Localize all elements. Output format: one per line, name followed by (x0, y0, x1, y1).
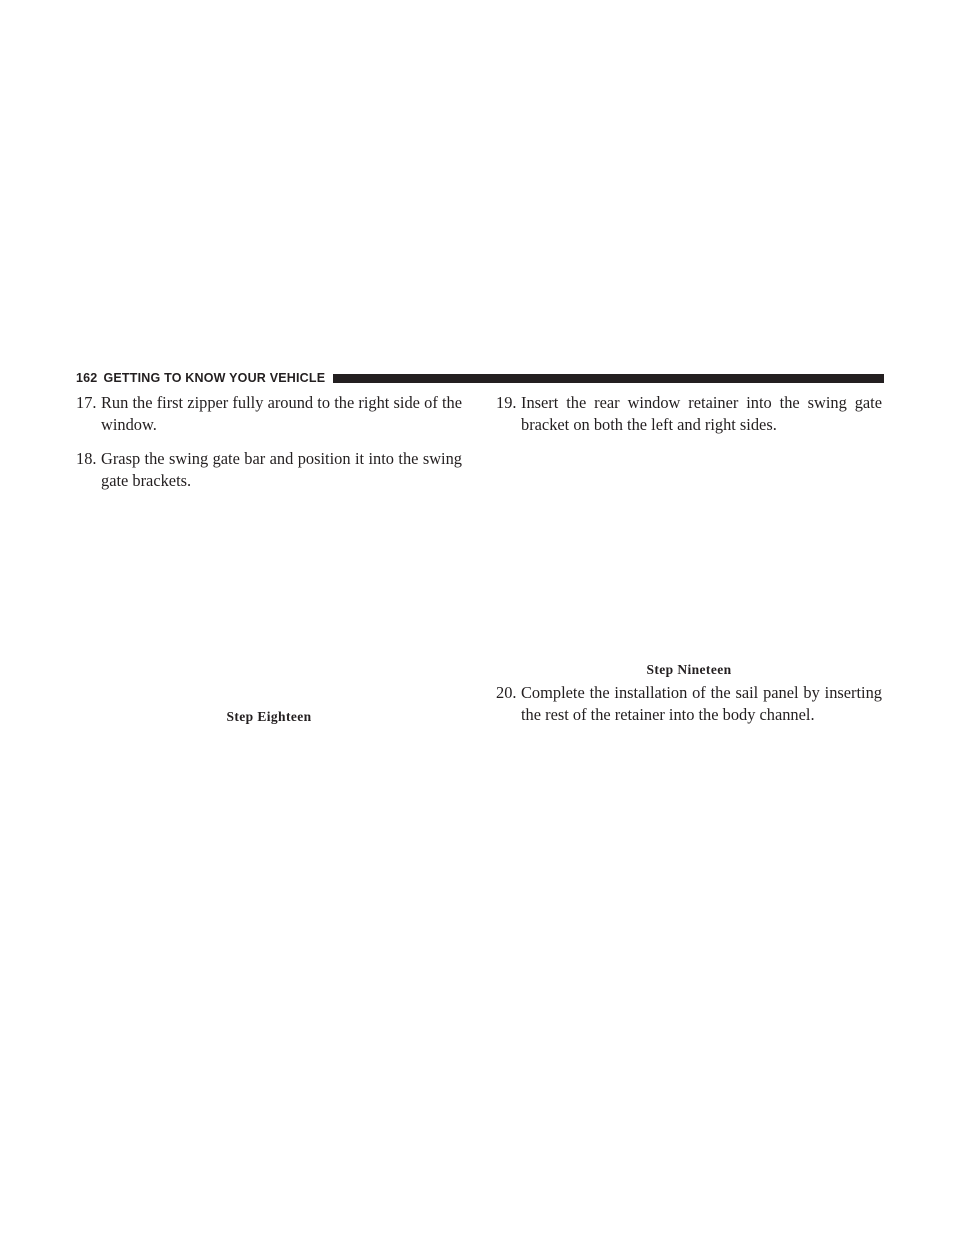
figure-caption-step-nineteen: Step Nineteen (646, 662, 732, 677)
page-number: 162 (76, 371, 98, 385)
header-rule (333, 374, 884, 383)
step-number: 18. (76, 449, 97, 468)
step-20 (496, 682, 882, 726)
step-17 (76, 392, 462, 436)
step-19 (496, 392, 882, 436)
step-text: Run the first zipper fully around to the right side of the window. (101, 393, 462, 434)
step-text: Grasp the swing gate bar and position it into the swing gate brackets. (101, 449, 462, 490)
figure-caption-step-eighteen: Step Eighteen (226, 709, 312, 724)
step-eighteen-illustration (76, 480, 462, 700)
step-number: 19. (496, 393, 517, 412)
step-number: 17. (76, 393, 97, 412)
step-text: Insert the rear window retainer into the swing gate bracket on both the left and right sides. (521, 393, 882, 434)
step-text: Complete the installation of the sail panel by inserting the rest of the retainer into the body channel. (521, 683, 882, 724)
step-20-block (496, 682, 882, 738)
step-nineteen-illustration (496, 440, 882, 655)
section-title: GETTING TO KNOW YOUR VEHICLE (103, 371, 326, 385)
page-header (76, 370, 884, 386)
step-number: 20. (496, 683, 517, 702)
